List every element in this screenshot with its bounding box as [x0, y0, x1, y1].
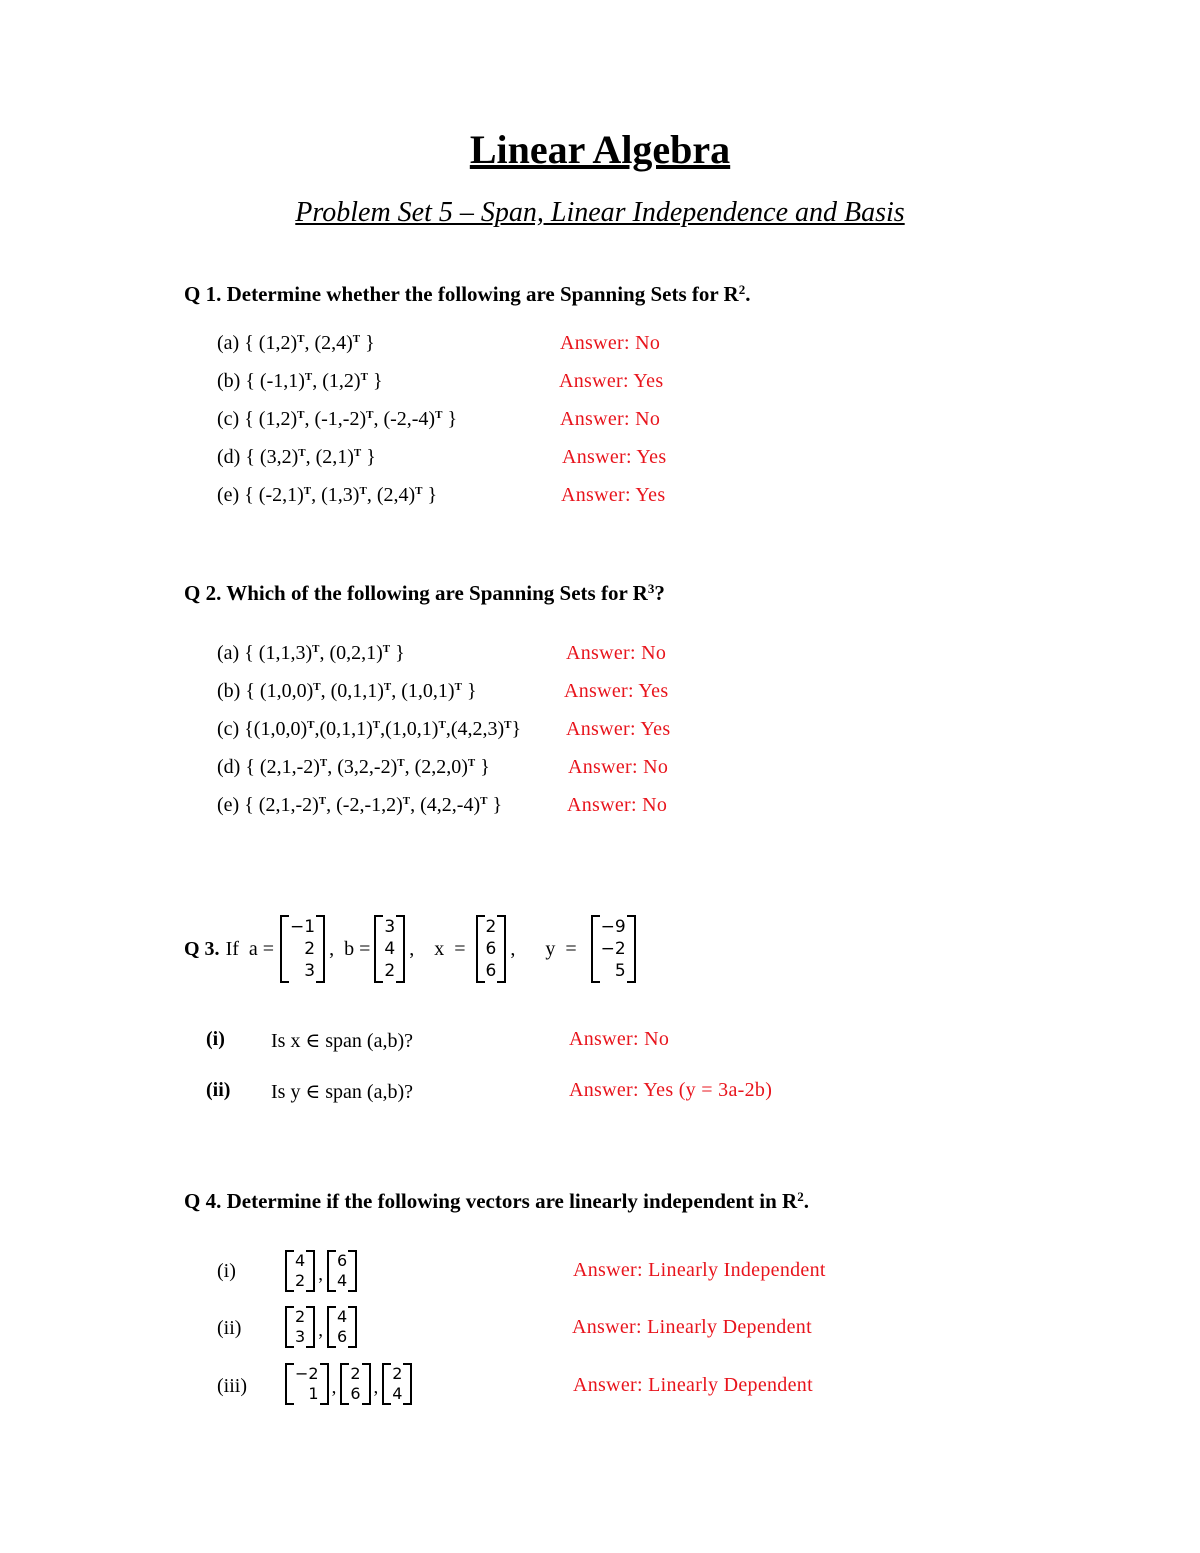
q1-item-b: (b) { $(-1,1)^T$, $(1,2)^T$ } — [217, 370, 383, 392]
vector-y: −9 −2 5 — [591, 915, 636, 983]
q1-item-a: (a) { $(1,2)^T$, $(2,4)^T$ } — [217, 332, 375, 354]
q1-answer-c: Answer: No — [560, 408, 661, 430]
q2-answer-a: Answer: No — [566, 642, 667, 664]
q3-part-i-question: Is x ∈ span (a,b)? — [271, 1030, 413, 1052]
q1-item-d: (d) { $(3,2)^T$, $(2,1)^T$ } — [217, 446, 376, 468]
page-title: Linear Algebra — [469, 127, 731, 172]
q4-answer-i: Answer: Linearly Independent — [573, 1259, 826, 1281]
q1-heading: Q 1. Determine whether the following are Spanning Sets for $R^2$. — [184, 282, 751, 306]
q1-item-e: (e) { $(-2,1)^T$, $(1,3)^T$, $(2,4)^T$ } — [217, 484, 438, 506]
q2-item-e: (e) { $(2,1,-2)^T$, $(-2,-1,2)^T$, $(4,2,-4)^T$ } — [217, 794, 503, 816]
q2-answer-c: Answer: Yes — [566, 718, 671, 740]
q4-answer-iii: Answer: Linearly Dependent — [573, 1374, 813, 1396]
vector-x: 2 6 6 — [476, 915, 507, 983]
q4-item-i-label: (i) — [217, 1260, 236, 1282]
q2-answer-e: Answer: No — [567, 794, 668, 816]
q3-if: If — [225, 937, 239, 960]
q3-part-ii-question: Is y ∈ span (a,b)? — [271, 1081, 413, 1103]
q3-part-i-label: (i) — [206, 1028, 225, 1050]
q2-answer-d: Answer: No — [568, 756, 669, 778]
page-subtitle: Problem Set 5 – Span, Linear Independence and Basis — [295, 197, 905, 228]
q4-item-ii-vectors: 2 3 , 4 6 — [285, 1306, 357, 1348]
q3-prefix: Q 3. — [184, 937, 220, 960]
q2-answer-b: Answer: Yes — [564, 680, 669, 702]
q1-answer-e: Answer: Yes — [561, 484, 666, 506]
q1-answer-a: Answer: No — [560, 332, 661, 354]
q4-item-iii-vectors: −2 1 , 2 6 , 2 4 — [285, 1363, 412, 1405]
q4-item-ii-label: (ii) — [217, 1317, 242, 1339]
q3-part-ii-answer: Answer: Yes (y = 3a-2b) — [569, 1079, 773, 1101]
q3-part-i-answer: Answer: No — [569, 1028, 670, 1050]
q4-item-iii-label: (iii) — [217, 1375, 247, 1397]
q3-part-ii-label: (ii) — [206, 1079, 231, 1101]
q3-definition: Q 3. If a = −1 2 3 , b = 3 4 2 , x = 2 6 6 , y = −9 −2 5 — [184, 915, 636, 983]
q2-heading: Q 2. Which of the following are Spanning Sets for $R^3$? — [184, 581, 665, 605]
vector-b: 3 4 2 — [374, 915, 405, 983]
q2-item-b: (b) { $(1,0,0)^T$, $(0,1,1)^T$, $(1,0,1)^T$ } — [217, 680, 477, 702]
q1-item-c: (c) { $(1,2)^T$, $(-1,-2)^T$, $(-2,-4)^T$ } — [217, 408, 458, 430]
q4-answer-ii: Answer: Linearly Dependent — [572, 1316, 812, 1338]
q2-item-c: (c) $\{(1,0,0)^T,(0,1,1)^T,(1,0,1)^T,(4,2,3)^T\}$ — [217, 718, 522, 740]
q1-answer-d: Answer: Yes — [562, 446, 667, 468]
q2-item-a: (a) { $(1,1,3)^T$, $(0,2,1)^T$ } — [217, 642, 405, 664]
vector-a: −1 2 3 — [280, 915, 325, 983]
q4-heading: Q 4. Determine if the following vectors are linearly independent in $R^2$. — [184, 1189, 809, 1213]
q4-item-i-vectors: 4 2 , 6 4 — [285, 1250, 357, 1292]
q1-answer-b: Answer: Yes — [559, 370, 664, 392]
q2-item-d: (d) { $(2,1,-2)^T$, $(3,2,-2)^T$, $(2,2,0)^T$ } — [217, 756, 490, 778]
